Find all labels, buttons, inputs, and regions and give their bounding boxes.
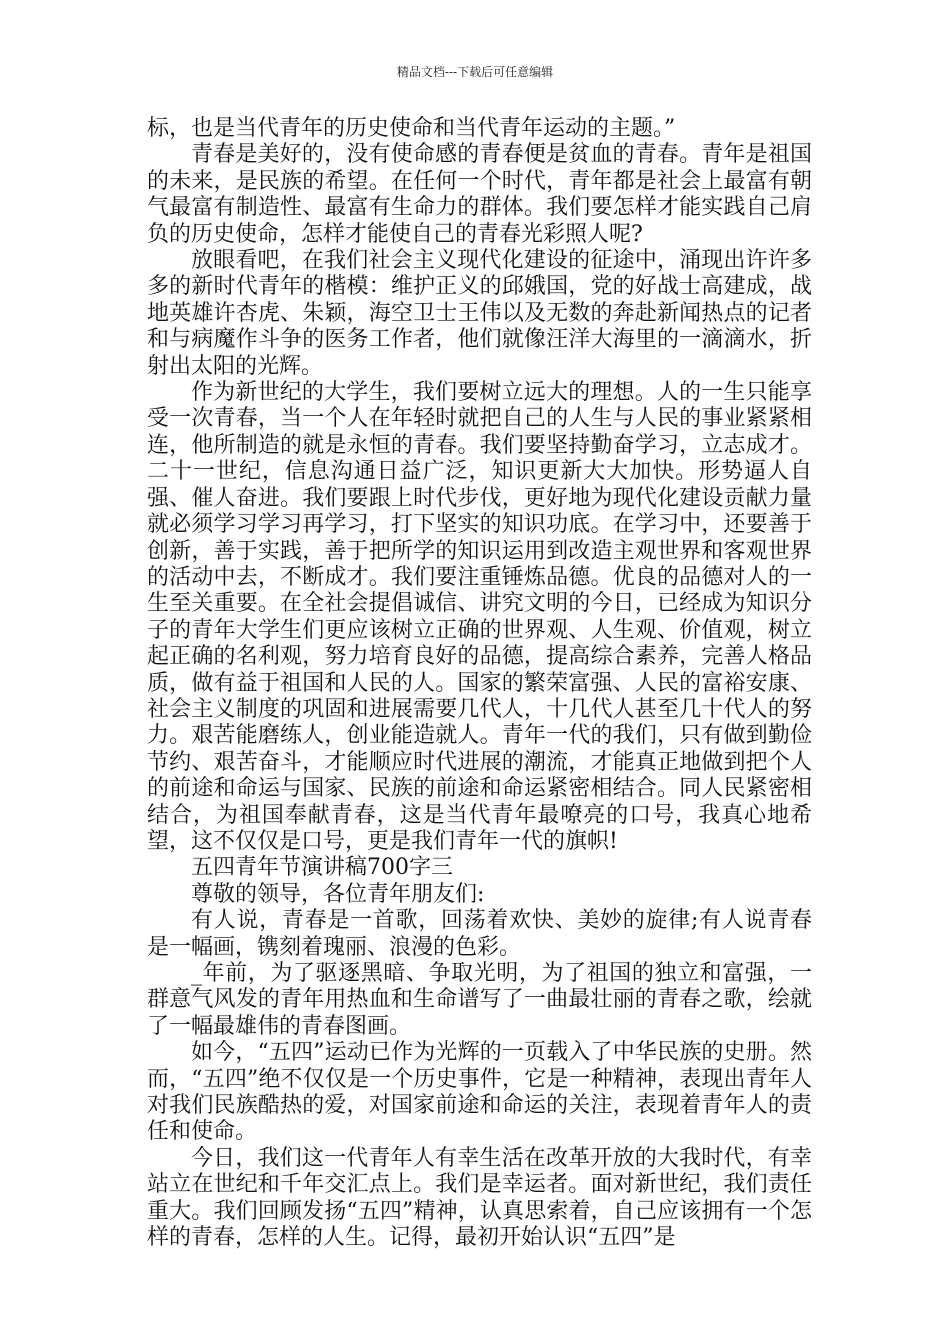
paragraph: 作为新世纪的大学生，我们要树立远大的理想。人的一生只能享受一次青春，当一个人在年轻时就把自己的人生与人民的事业紧紧相连，他所制造的就是永恒的青春。我们要坚持勤奋学习，立志成才。二十一世纪，信息沟通日益广泛，知识更新大大加快。形势逼人自强、催人奋进。我们要跟上时代步伐，更好地为现代化建设贡献力量就必须学习学习再学习，打下坚实的知识功底。在学习中，还要善于创新，善于实践，善于把所学的知识运用到改造主观世界和客观世界的活动中去，不断成才。我们要注重锤炼品德。优良的品德对人的一生至关重要。在全社会提倡诚信、讲究文明的今日，已经成为知识分子的青年大学生们更应该树立正确的世界观、人生观、价值观，树立起正确的名利观，努力培育良好的品德，提高综合素养，完善人格品质，做有益于祖国和人民的人。国家的繁荣富强、人民的富裕安康、社会主义制度的巩固和进展需要几代人，十几代人甚至几十代人的努力。艰苦能磨练人，创业能造就人。青年一代的我们，只有做到勤俭节约、艰苦奋斗，才能顺应时代进展的潮流，才能真正地做到把个人的前途和命运与国家、民族的前途和命运紧密相结合。同人民紧密相结合，为祖国奉献青春，这是当代青年最嘹亮的口号，我真心地希望，这不仅仅是口号，更是我们青年一代的旗帜! (147, 380, 812, 854)
paragraph: 青春是美好的，没有使命感的青春便是贫血的青春。青年是祖国的未来，是民族的希望。在任何一个时代，青年都是社会上最富有朝气最富有制造性、最富有生命力的群体。我们要怎样才能实践自己肩负的历史使命，怎样才能使自己的青春光彩照人呢? (147, 142, 812, 247)
paragraph: _年前，为了驱逐黑暗、争取光明，为了祖国的独立和富强，一群意气风发的青年用热血和生命谱写了一曲最壮丽的青春之歌，绘就了一幅最雄伟的青春图画。 (147, 961, 812, 1039)
paragraph: 今日，我们这一代青年人有幸生活在改革开放的大我时代，有幸站立在世纪和千年交汇点上。我们是幸运者。面对新世纪，我们责任重大。我们回顾发扬“五四”精神，认真思索着，自己应该拥有一个怎样的青春，怎样的人生。记得，最初开始认识“五四”是 (147, 1145, 812, 1251)
paragraph: 如今，“五四”运动已作为光辉的一页载入了中华民族的史册。然而，“五四”绝不仅仅是一个历史事件，它是一种精神，表现出青年人对我们民族酷热的爱，对国家前途和命运的关注，表现着青年人的责任和使命。 (147, 1040, 812, 1145)
section-heading: 五四青年节演讲稿700字三 (191, 855, 453, 881)
paragraph: 有人说，青春是一首歌，回荡着欢快、美妙的旋律;有人说青春是一幅画，镌刻着瑰丽、浪漫的色彩。 (147, 908, 812, 960)
document-body (147, 116, 812, 1251)
salutation: 尊敬的领导，各位青年朋友们: (191, 881, 485, 907)
page-header: 精品文档---下载后可任意编辑 (396, 65, 554, 79)
paragraph: 放眼看吧，在我们社会主义现代化建设的征途中，涌现出许许多多的新时代青年的楷模：维护正义的邱娥国，党的好战士高建成，战地英雄许杏虎、朱颖，海空卫士王伟以及无数的奔赴新闻热点的记者和与病魔作斗争的医务工作者，他们就像汪洋大海里的一滴滴水，折射出太阳的光辉。 (147, 248, 812, 379)
paragraph: 标，也是当代青年的历史使命和当代青年运动的主题。” (147, 116, 676, 141)
